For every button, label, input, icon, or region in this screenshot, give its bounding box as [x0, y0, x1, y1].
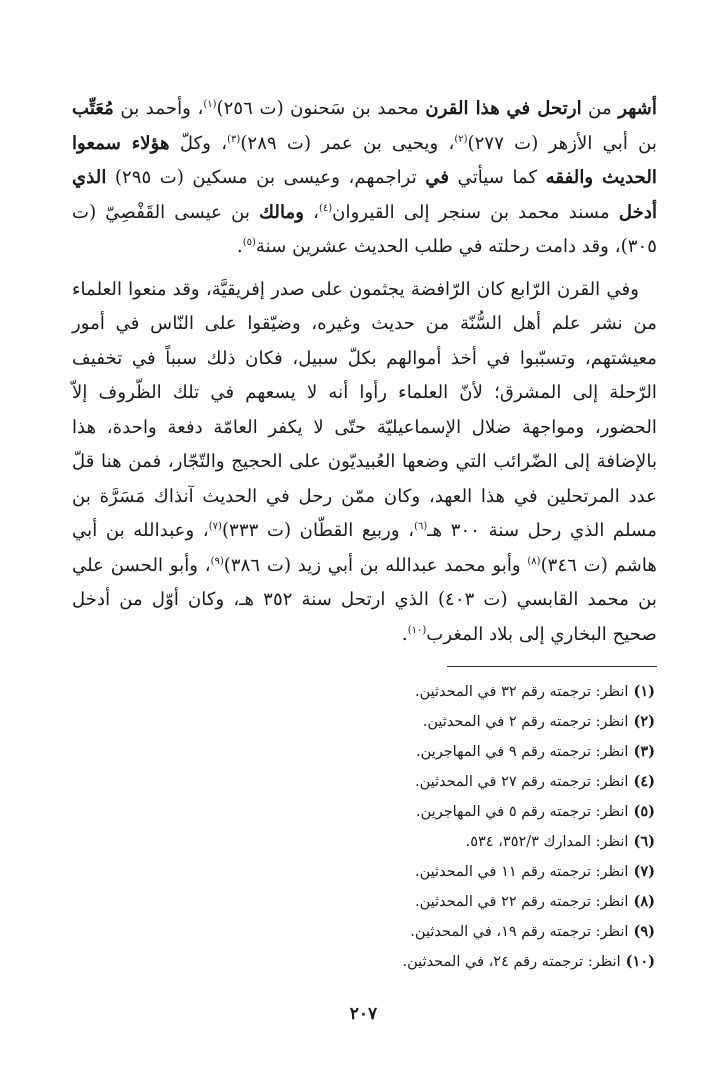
footnote-text: انظر: ترجمته رقم ٩ في المهاجرين. — [416, 744, 629, 760]
footnote-text: انظر: ترجمته رقم ٥ في المهاجرين. — [416, 804, 629, 820]
text-run: كما سيأتي — [449, 167, 546, 188]
text-run: في — [425, 167, 450, 188]
footnote-text: انظر: ترجمته رقم ٢ في المحدثين. — [422, 714, 629, 730]
footnote-number: (٧) — [633, 863, 655, 880]
footnote-item — [72, 707, 657, 737]
footnote-number: (٥) — [633, 803, 655, 820]
text-run: ، وأحمد بن — [113, 98, 204, 119]
page-body — [72, 92, 657, 977]
text-run: وأبو محمد عبدالله بن أبي زيد (ت ٣٨٦) — [223, 554, 528, 576]
footnote-number: (٩) — [633, 923, 655, 940]
footnote-text: انظر: ترجمته رقم ٢٤، في المحدثين. — [402, 954, 621, 970]
text-run: . — [401, 623, 408, 645]
footnote-text: انظر: ترجمته رقم ٢٢ في المحدثين. — [414, 894, 629, 910]
footnote-reference: (٧) — [208, 521, 222, 532]
paragraph-2 — [72, 273, 657, 653]
text-run: وفي القرن الرّابع كان الرّافضة يجثمون على صدر إفريقيَّة، وقد منعوا العلماء من نشر علم أهل السُّنّة من حديث وغيره، وضيّقوا على النّاس في أمور معيشتهم، وتسبّبوا في أخذ أموالهم بكلّ سبيل، فكان ذلك سبباً في تخفيف الرّحلة إلى المشرق؛ لأنّ العلماء رأوا أنه لا يسعهم في تلك الظّروف إلاّ الحضور، ومواجهة ضلال الإسماعيليّة حتّى لا يكفر العامّة دفعة واحدة، هذا بالإضافة إلى الضّرائب التي وضعها العُبيديّون على الحجيج والتّجّار، فمن هنا قلّ عدد المرتحلين في هذا العهد، وكان ممّن رحل في الحديث آنذاك مَسَرَّة بن مسلم الذي رحل سنة ٣٠٠ هـ — [72, 278, 658, 541]
footnote-item — [72, 827, 657, 857]
footnote-number: (١) — [633, 683, 655, 700]
footnote-reference: (٩) — [210, 555, 224, 567]
text-run: من — [581, 98, 619, 119]
footnote-item — [72, 767, 657, 797]
text-run: ، وربيع القطّان (ت ٣٣٣) — [221, 520, 415, 541]
footnote-item — [72, 857, 657, 887]
footnote-reference: (١) — [203, 99, 217, 110]
footnote-number: (٦) — [633, 833, 655, 850]
text-run: هذا القرن — [425, 98, 500, 119]
text-run: هؤلاء سمعوا الحديث والفقه — [72, 132, 657, 188]
text-run: ارتحل في — [506, 98, 582, 119]
body-text — [72, 92, 657, 652]
text-run: مُعَتِّب — [72, 98, 114, 119]
footnote-item — [72, 737, 657, 767]
text-run: ومالك — [259, 201, 305, 223]
footnote-reference: (٨) — [527, 555, 541, 567]
page-number: ٢٠٧ — [349, 1004, 378, 1024]
text-run: أشهر — [618, 98, 657, 119]
footnote-separator — [447, 666, 657, 667]
text-run: الذي أدخل — [72, 167, 657, 223]
footnote-reference: (٦) — [414, 521, 428, 532]
footnote-reference: (٥) — [242, 237, 256, 248]
footnote-item — [72, 797, 657, 827]
footnote-reference: (٣) — [227, 133, 241, 145]
footnote-text: انظر: ترجمته رقم ٢٧ في المحدثين. — [414, 774, 629, 790]
footnote-text: انظر: ترجمته رقم ١١ في المحدثين. — [414, 864, 629, 880]
footnote-item — [72, 917, 657, 947]
text-run: ، ويحيى بن عمر (ت ٢٨٩) — [240, 132, 455, 154]
text-run: بن عيسى القَفْصِيّ (ت ٣٠٥)، وقد دامت رحلته في طلب الحديث عشرين سنة — [72, 201, 657, 257]
footnote-reference: (٤) — [318, 202, 333, 214]
footnote-number: (١٠) — [625, 953, 655, 970]
text-run: ، — [304, 201, 319, 223]
footnote-number: (٨) — [633, 893, 655, 910]
paragraph-1 — [72, 92, 657, 265]
footnote-item — [72, 947, 657, 977]
text-run: ، وعبدالله بن أبي هاشم (ت ٣٤٦) — [72, 520, 657, 576]
text-run: ، وكلّ — [169, 132, 228, 154]
footnote-text: انظر: ترجمته رقم ١٩، في المحدثين. — [410, 924, 629, 940]
footnote-number: (٤) — [633, 773, 655, 790]
footnote-item — [72, 887, 657, 917]
footnote-number: (٢) — [633, 713, 655, 730]
footnote-item — [72, 677, 657, 707]
text-run: . — [236, 236, 243, 257]
text-run: ، وأبو الحسن علي بن محمد القابسي (ت ٤٠٣) الذي ارتحل سنة ٣٥٢ هـ، وكان أوّل من أدخل صحيح البخاري إلى بلاد المغرب — [72, 554, 657, 645]
text-run: بن أبي الأزهر (ت ٢٧٧) — [467, 132, 657, 154]
footnote-reference: (١٠) — [407, 624, 427, 636]
footnote-text: انظر: ترجمته رقم ٣٢ في المحدثين. — [414, 684, 629, 700]
text-run: مسند محمد بن سنجر إلى القيروان — [332, 201, 619, 223]
footnote-text: انظر: المدارك ٣٥٢/٣، ٥٣٤. — [465, 834, 629, 850]
text-run: محمد بن سَحنون (ت ٢٥٦) — [216, 98, 426, 119]
footnotes-list — [72, 677, 657, 977]
text-run: تراجمهم، وعيسى بن مسكين (ت ٢٩٥) — [106, 167, 426, 188]
footnote-number: (٣) — [633, 743, 655, 760]
footnote-reference: (٢) — [454, 133, 468, 145]
